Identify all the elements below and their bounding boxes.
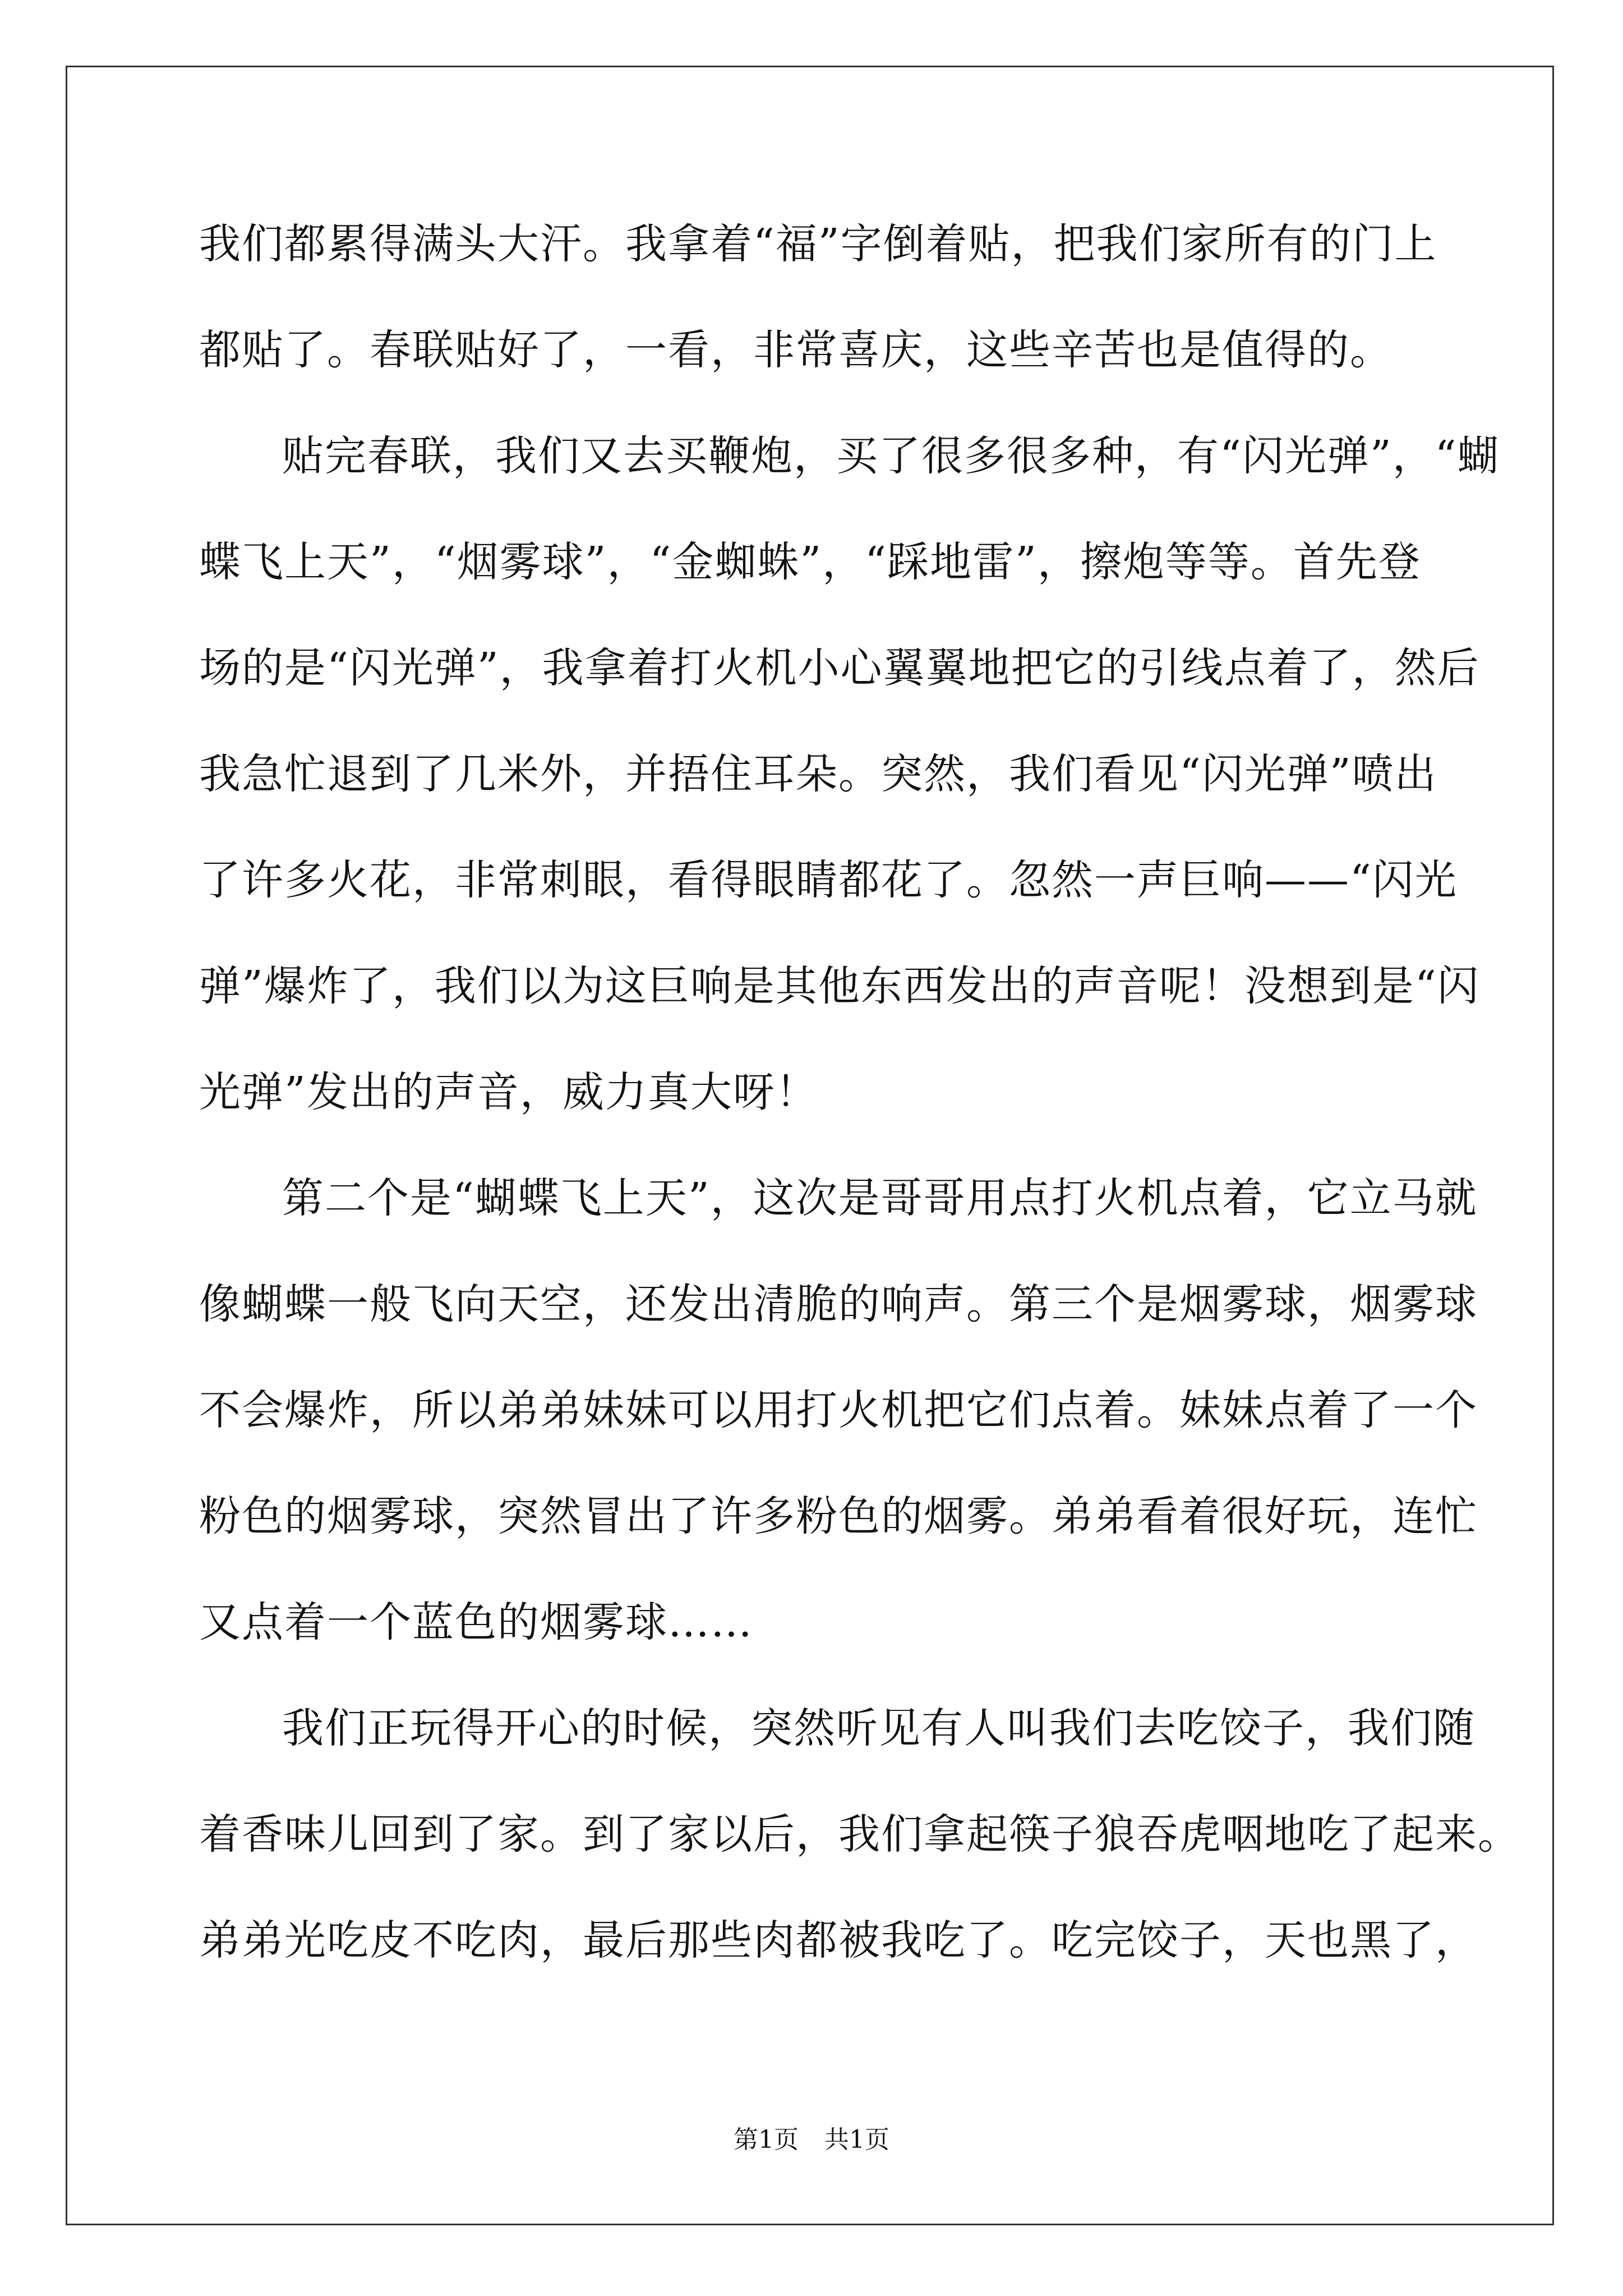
text-line: 不会爆炸，所以弟弟妹妹可以用打火机把它们点着。妹妹点着了一个 [199,1386,1478,1434]
text-line: 又点着一个蓝色的烟雾球…… [199,1598,753,1646]
text-line: 都贴了。春联贴好了，一看，非常喜庆，这些辛苦也是值得的。 [199,326,1393,374]
paragraph-start-line: 第二个是“蝴蝶飞上天”，这次是哥哥用点打火机点着，它立马就 [282,1174,1478,1222]
text-line: 像蝴蝶一般飞向天空，还发出清脆的响声。第三个是烟雾球，烟雾球 [199,1280,1478,1328]
text-line: 着香味儿回到了家。到了家以后，我们拿起筷子狼吞虎咽地吃了起来。 [199,1810,1520,1858]
text-line: 粉色的烟雾球，突然冒出了许多粉色的烟雾。弟弟看着很好玩，连忙 [199,1492,1478,1540]
paragraph-start-line: 贴完春联，我们又去买鞭炮，买了很多很多种，有“闪光弹”，“蝴 [282,432,1500,480]
body-text [199,213,1520,2016]
page-footer [0,2123,1623,2157]
text-line: 我们都累得满头大汗。我拿着“福”字倒着贴，把我们家所有的门上 [199,220,1437,268]
page-number: 第1页 [734,2125,799,2154]
text-line: 我急忙退到了几米外，并捂住耳朵。突然，我们看见“闪光弹”喷出 [199,750,1437,798]
paragraph-start-line: 我们正玩得开心的时候，突然听见有人叫我们去吃饺子，我们随 [282,1704,1476,1752]
text-line: 场的是“闪光弹”，我拿着打火机小心翼翼地把它的引线点着了，然后 [199,644,1480,692]
text-line: 弟弟光吃皮不吃肉，最后那些肉都被我吃了。吃完饺子，天也黑了， [199,1916,1478,1964]
page-total: 共1页 [824,2125,889,2154]
text-line: 光弹”发出的声音，威力真大呀！ [199,1068,818,1116]
text-line: 了许多火花，非常刺眼，看得眼睛都花了。忽然一声巨响——“闪光 [199,856,1458,904]
text-line: 蝶飞上天”，“烟雾球”，“金蜘蛛”，“踩地雷”，擦炮等等。首先登 [199,538,1421,586]
text-line: 弹”爆炸了，我们以为这巨响是其他东西发出的声音呢！没想到是“闪 [199,962,1480,1010]
